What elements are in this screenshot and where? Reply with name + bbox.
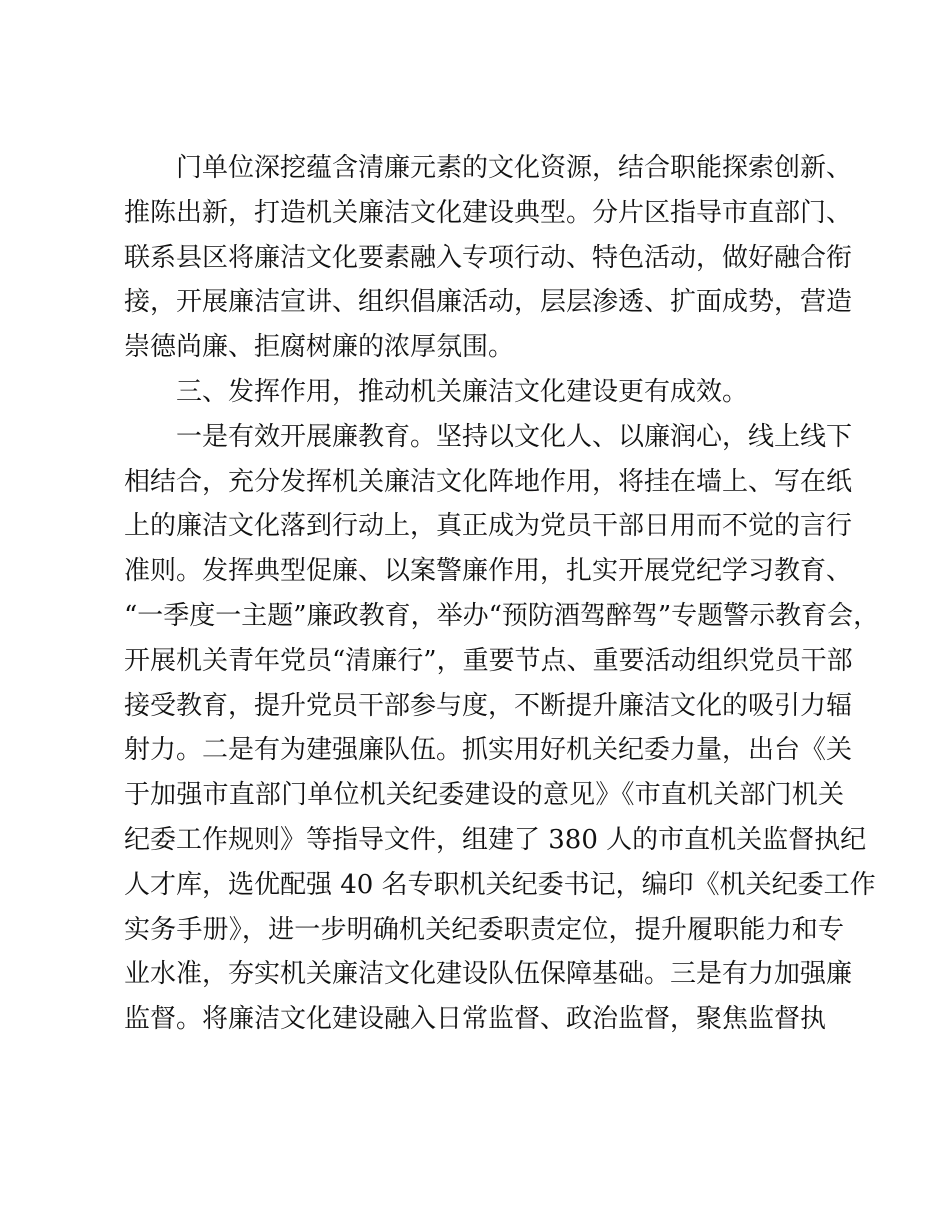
text-line: 人才库，选优配强 40 名专职机关纪委书记，编印《机关纪委工作 — [124, 869, 876, 900]
text-line: 准则。发挥典型促廉、以案警廉作用，扎实开展党纪学习教育、 — [124, 556, 853, 587]
text-line: 接，开展廉洁宣讲、组织倡廉活动，层层渗透、扩面成势，营造 — [124, 287, 853, 318]
text-line: 于加强市直部门单位机关纪委建设的意见》《市直机关部门机关 — [124, 780, 844, 811]
text-line: 一是有效开展廉教育。坚持以文化人、以廉润心，线上线下 — [176, 421, 853, 452]
body-text — [124, 146, 880, 1042]
text-line: “一季度一主题”廉政教育，举办“预防酒驾醉驾”专题警示教育会， — [124, 600, 880, 631]
text-line: 联系县区将廉洁文化要素融入专项行动、特色活动，做好融合衔 — [124, 242, 853, 273]
text-line: 开展机关青年党员“清廉行”，重要节点、重要活动组织党员干部 — [124, 645, 853, 676]
text-line: 纪委工作规则》等指导文件，组建了 380 人的市直机关监督执纪 — [124, 824, 867, 855]
text-line: 监督。将廉洁文化建设融入日常监督、政治监督，聚焦监督执 — [124, 1004, 827, 1035]
section-heading: 三、发挥作用，推动机关廉洁文化建设更有成效。 — [176, 376, 749, 407]
text-line: 推陈出新，打造机关廉洁文化建设典型。分片区指导市直部门、 — [124, 197, 853, 228]
text-line: 门单位深挖蕴含清廉元素的文化资源，结合职能探索创新、 — [176, 153, 853, 183]
text-line: 接受教育，提升党员干部参与度，不断提升廉洁文化的吸引力辐 — [124, 690, 853, 721]
text-line: 相结合，充分发挥机关廉洁文化阵地作用，将挂在墙上、写在纸 — [124, 466, 853, 497]
text-line: 业水准，夯实机关廉洁文化建设队伍保障基础。三是有力加强廉 — [124, 959, 853, 990]
text-line: 崇德尚廉、拒腐树廉的浓厚氛围。 — [124, 332, 515, 363]
text-line: 上的廉洁文化落到行动上，真正成为党员干部日用而不觉的言行 — [124, 511, 853, 542]
text-line: 实务手册》，进一步明确机关纪委职责定位，提升履职能力和专 — [124, 914, 844, 945]
text-line: 射力。二是有为建强廉队伍。抓实用好机关纪委力量，出台《关 — [124, 735, 853, 766]
